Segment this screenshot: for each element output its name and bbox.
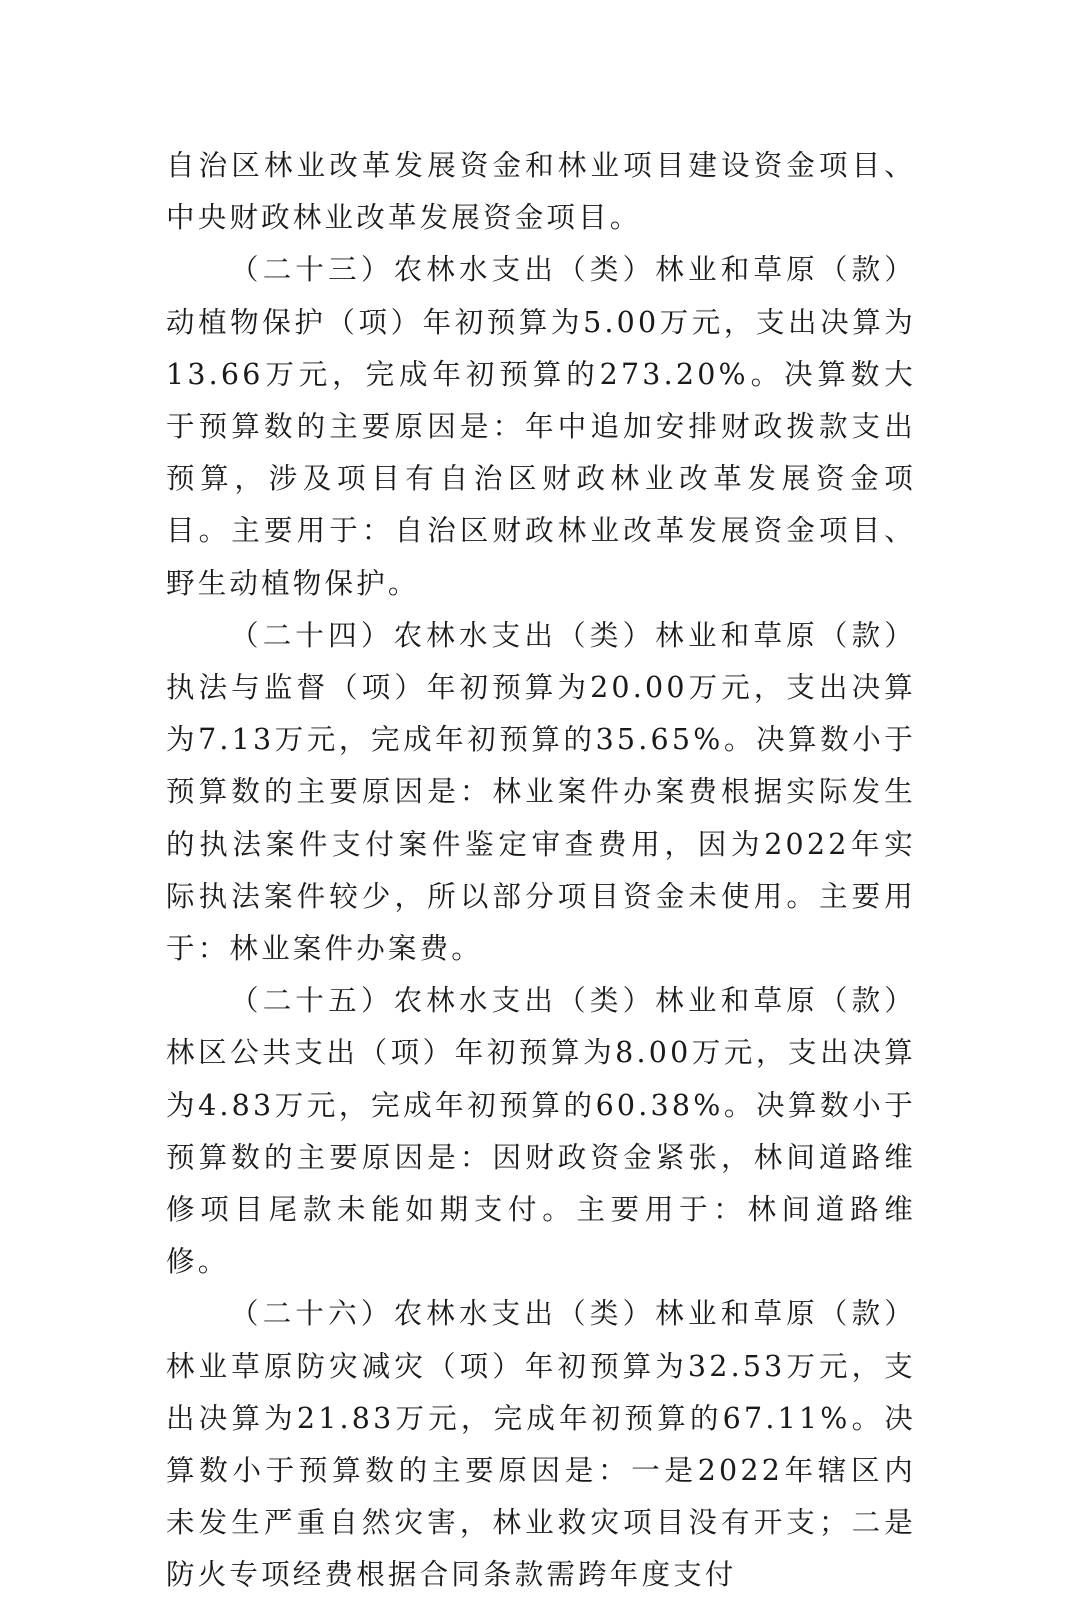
paragraph-item-26: （二十六）农林水支出（类）林业和草原（款）林业草原防灾减灾（项）年初预算为32.53万元，支出决算为21.83万元，完成年初预算的67.11%。决算数小于预算数的主要原因是：一是2022年辖区内未发生严重自然灾害，林业救灾项目没有开支；二是防火专项经费根据合同条款需跨年度支付 xyxy=(166,1297,916,1592)
paragraph-item-24: （二十四）农林水支出（类）林业和草原（款）执法与监督（项）年初预算为20.00万元，支出决算为7.13万元，完成年初预算的35.65%。决算数小于预算数的主要原因是：林业案件办案费根据实际发生的执法案件支付案件鉴定审查费用，因为2022年实际执法案件较少，所以部分项目资金未使用。主要用于：林业案件办案费。 xyxy=(166,618,916,966)
document-body xyxy=(166,140,916,1602)
paragraph-continuation: 自治区林业改革发展资金和林业项目建设资金项目、中央财政林业改革发展资金项目。 xyxy=(166,149,916,235)
paragraph-item-25: （二十五）农林水支出（类）林业和草原（款）林区公共支出（项）年初预算为8.00万元，支出决算为4.83万元，完成年初预算的60.38%。决算数小于预算数的主要原因是：因财政资金紧张，林间道路维修项目尾款未能如期支付。主要用于：林间道路维修。 xyxy=(166,984,916,1279)
paragraph-item-23: （二十三）农林水支出（类）林业和草原（款）动植物保护（项）年初预算为5.00万元，支出决算为13.66万元，完成年初预算的273.20%。决算数大于预算数的主要原因是：年中追加安排财政拨款支出预算，涉及项目有自治区财政林业改革发展资金项目。主要用于：自治区财政林业改革发展资金项目、野生动植物保护。 xyxy=(166,253,916,600)
